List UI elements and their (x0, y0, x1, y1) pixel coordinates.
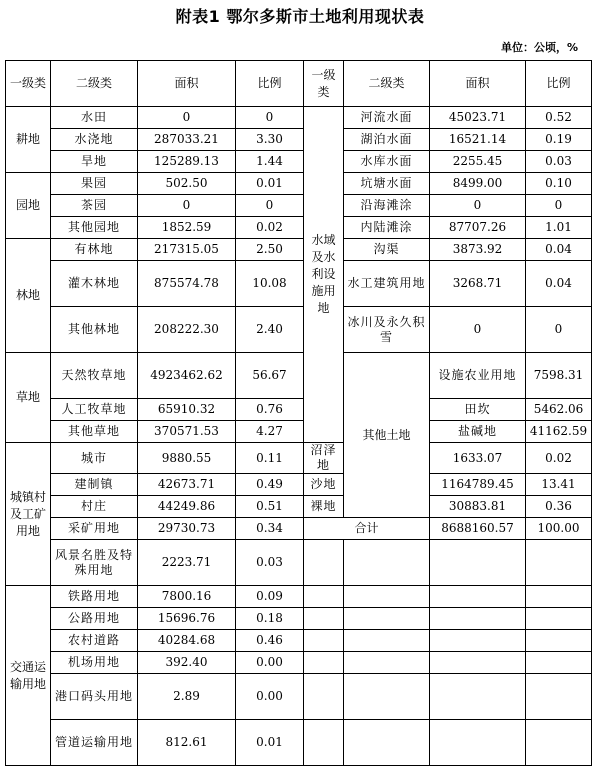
table-row (6, 261, 592, 307)
table-row (6, 217, 592, 239)
category-shuiyu: 水域及水利设施用地 (304, 107, 344, 443)
empty-cell (430, 630, 526, 652)
ratio-value: 0.00 (236, 652, 304, 674)
subcategory: 冰川及永久积雪 (344, 307, 430, 353)
col-header-area-right: 面积 (430, 61, 526, 107)
ratio-value: 0.51 (236, 496, 304, 518)
subcategory: 湖泊水面 (344, 129, 430, 151)
empty-cell (304, 540, 344, 586)
ratio-value: 0.11 (236, 443, 304, 474)
area-value: 812.61 (138, 720, 236, 766)
subcategory: 裸地 (304, 496, 344, 518)
table-row (6, 107, 592, 129)
ratio-value: 0.19 (526, 129, 592, 151)
area-value: 875574.78 (138, 261, 236, 307)
ratio-value: 0.01 (236, 173, 304, 195)
total-label: 合计 (304, 518, 430, 540)
subcategory: 沿海滩涂 (344, 195, 430, 217)
table-row (6, 443, 592, 474)
empty-cell (526, 586, 592, 608)
area-value: 41162.59 (526, 421, 592, 443)
ratio-value: 0.76 (236, 399, 304, 421)
empty-cell (430, 540, 526, 586)
subcategory: 人工牧草地 (51, 399, 138, 421)
area-value: 44249.86 (138, 496, 236, 518)
ratio-value: 0.03 (236, 540, 304, 586)
subcategory: 建制镇 (51, 474, 138, 496)
area-value: 2.89 (138, 674, 236, 720)
subcategory: 内陆滩涂 (344, 217, 430, 239)
empty-cell (304, 608, 344, 630)
col-header-level1: 一级类 (6, 61, 51, 107)
empty-cell (430, 674, 526, 720)
area-value: 42673.71 (138, 474, 236, 496)
empty-cell (344, 540, 430, 586)
area-value: 0 (138, 195, 236, 217)
empty-cell (526, 608, 592, 630)
empty-cell (304, 674, 344, 720)
subcategory: 果园 (51, 173, 138, 195)
header-row (6, 61, 592, 107)
col-header-area: 面积 (138, 61, 236, 107)
table-row (6, 630, 592, 652)
table-row (6, 586, 592, 608)
subcategory: 公路用地 (51, 608, 138, 630)
area-value: 29730.73 (138, 518, 236, 540)
subcategory: 沙地 (304, 474, 344, 496)
subcategory: 水工建筑用地 (344, 261, 430, 307)
empty-cell (344, 674, 430, 720)
area-value: 0 (430, 195, 526, 217)
area-value: 287033.21 (138, 129, 236, 151)
subcategory: 茶园 (51, 195, 138, 217)
subcategory: 沼泽地 (304, 443, 344, 474)
area-value: 1164789.45 (430, 474, 526, 496)
area-value: 7800.16 (138, 586, 236, 608)
empty-cell (526, 630, 592, 652)
ratio-value: 1.01 (526, 217, 592, 239)
area-value: 1633.07 (430, 443, 526, 474)
col-header-level1-right: 一级类 (304, 61, 344, 107)
table-row (6, 353, 592, 399)
subcategory: 其他园地 (51, 217, 138, 239)
ratio-value: 0.36 (526, 496, 592, 518)
area-value: 9880.55 (138, 443, 236, 474)
area-value: 2223.71 (138, 540, 236, 586)
empty-cell (304, 652, 344, 674)
area-value: 3268.71 (430, 261, 526, 307)
area-value: 40284.68 (138, 630, 236, 652)
subcategory: 坑塘水面 (344, 173, 430, 195)
ratio-value: 0.10 (526, 173, 592, 195)
ratio-value: 4.27 (236, 421, 304, 443)
category-jiaotong: 交通运输用地 (6, 586, 51, 766)
empty-cell (430, 608, 526, 630)
ratio-value: 0.04 (526, 261, 592, 307)
empty-cell (304, 586, 344, 608)
area-value: 65910.32 (138, 399, 236, 421)
subcategory: 沟渠 (344, 239, 430, 261)
ratio-value: 0.02 (526, 443, 592, 474)
ratio-value: 0.46 (236, 630, 304, 652)
ratio-value: 0.09 (236, 586, 304, 608)
area-value: 4923462.62 (138, 353, 236, 399)
col-header-level2-right: 二级类 (344, 61, 430, 107)
table-row (6, 720, 592, 766)
empty-cell (344, 652, 430, 674)
empty-cell (430, 720, 526, 766)
category-lindi: 林地 (6, 239, 51, 353)
subcategory: 灌木林地 (51, 261, 138, 307)
area-value: 502.50 (138, 173, 236, 195)
empty-cell (526, 540, 592, 586)
area-value: 30883.81 (430, 496, 526, 518)
subcategory: 旱地 (51, 151, 138, 173)
area-value: 1852.59 (138, 217, 236, 239)
area-value: 87707.26 (430, 217, 526, 239)
col-header-level2: 二级类 (51, 61, 138, 107)
area-value: 8499.00 (430, 173, 526, 195)
area-value: 0 (430, 307, 526, 353)
area-value: 208222.30 (138, 307, 236, 353)
ratio-value: 0 (526, 195, 592, 217)
empty-cell (344, 720, 430, 766)
ratio-value: 0.52 (526, 107, 592, 129)
ratio-value: 0 (526, 307, 592, 353)
subcategory: 水田 (51, 107, 138, 129)
col-header-ratio-right: 比例 (526, 61, 592, 107)
area-value: 217315.05 (138, 239, 236, 261)
ratio-value: 0.01 (236, 720, 304, 766)
table-row (6, 518, 592, 540)
subcategory: 农村道路 (51, 630, 138, 652)
area-value: 2255.45 (430, 151, 526, 173)
empty-cell (304, 630, 344, 652)
ratio-value: 0.18 (236, 608, 304, 630)
table-row (6, 496, 592, 518)
table-row (6, 608, 592, 630)
subcategory: 管道运输用地 (51, 720, 138, 766)
ratio-value: 2.40 (236, 307, 304, 353)
table-row (6, 195, 592, 217)
subcategory: 其他林地 (51, 307, 138, 353)
ratio-value: 0.04 (526, 239, 592, 261)
area-value: 45023.71 (430, 107, 526, 129)
ratio-value: 56.67 (236, 353, 304, 399)
subcategory: 有林地 (51, 239, 138, 261)
subcategory: 设施农业用地 (430, 353, 526, 399)
ratio-value: 0.02 (236, 217, 304, 239)
table-row (6, 474, 592, 496)
empty-cell (526, 674, 592, 720)
ratio-value: 0 (236, 195, 304, 217)
area-value: 392.40 (138, 652, 236, 674)
category-caodi: 草地 (6, 353, 51, 443)
subcategory: 天然牧草地 (51, 353, 138, 399)
land-use-table (5, 60, 592, 766)
ratio-value: 10.08 (236, 261, 304, 307)
ratio-value: 1.44 (236, 151, 304, 173)
ratio-value: 2.50 (236, 239, 304, 261)
subcategory: 水浇地 (51, 129, 138, 151)
col-header-ratio: 比例 (236, 61, 304, 107)
area-value: 3873.92 (430, 239, 526, 261)
empty-cell (526, 720, 592, 766)
table-title: 附表1 鄂尔多斯市土地利用现状表 (175, 7, 425, 26)
subcategory: 城市 (51, 443, 138, 474)
area-value: 5462.06 (526, 399, 592, 421)
area-value: 0 (138, 107, 236, 129)
empty-cell (344, 608, 430, 630)
area-value: 370571.53 (138, 421, 236, 443)
table-row (6, 173, 592, 195)
total-area: 8688160.57 (430, 518, 526, 540)
table-row (6, 307, 592, 353)
subcategory: 其他草地 (51, 421, 138, 443)
ratio-value: 0 (236, 107, 304, 129)
subcategory: 港口码头用地 (51, 674, 138, 720)
subcategory: 田坎 (430, 399, 526, 421)
ratio-value: 13.41 (526, 474, 592, 496)
total-ratio: 100.00 (526, 518, 592, 540)
unit-label: 单位：公顷，% (500, 41, 578, 54)
empty-cell (430, 652, 526, 674)
ratio-value: 0.00 (236, 674, 304, 720)
subcategory: 盐碱地 (430, 421, 526, 443)
table-row (6, 239, 592, 261)
category-qita: 其他土地 (344, 353, 430, 518)
empty-cell (344, 630, 430, 652)
category-yuandi: 园地 (6, 173, 51, 239)
subcategory: 河流水面 (344, 107, 430, 129)
subcategory: 机场用地 (51, 652, 138, 674)
ratio-value: 3.30 (236, 129, 304, 151)
subcategory: 采矿用地 (51, 518, 138, 540)
category-gengdi: 耕地 (6, 107, 51, 173)
area-value: 125289.13 (138, 151, 236, 173)
table-row (6, 421, 592, 443)
area-value: 16521.14 (430, 129, 526, 151)
table-row (6, 151, 592, 173)
table-row (6, 129, 592, 151)
empty-cell (344, 586, 430, 608)
area-value: 7598.31 (526, 353, 592, 399)
ratio-value: 0.03 (526, 151, 592, 173)
table-row (6, 540, 592, 586)
empty-cell (304, 720, 344, 766)
subcategory: 风景名胜及特殊用地 (51, 540, 138, 586)
empty-cell (430, 586, 526, 608)
empty-cell (526, 652, 592, 674)
table-row (6, 399, 592, 421)
category-chengzhen: 城镇村及工矿用地 (6, 443, 51, 586)
table-row (6, 652, 592, 674)
ratio-value: 0.49 (236, 474, 304, 496)
subcategory: 水库水面 (344, 151, 430, 173)
subcategory: 村庄 (51, 496, 138, 518)
ratio-value: 0.34 (236, 518, 304, 540)
table-row (6, 674, 592, 720)
area-value: 15696.76 (138, 608, 236, 630)
subcategory: 铁路用地 (51, 586, 138, 608)
